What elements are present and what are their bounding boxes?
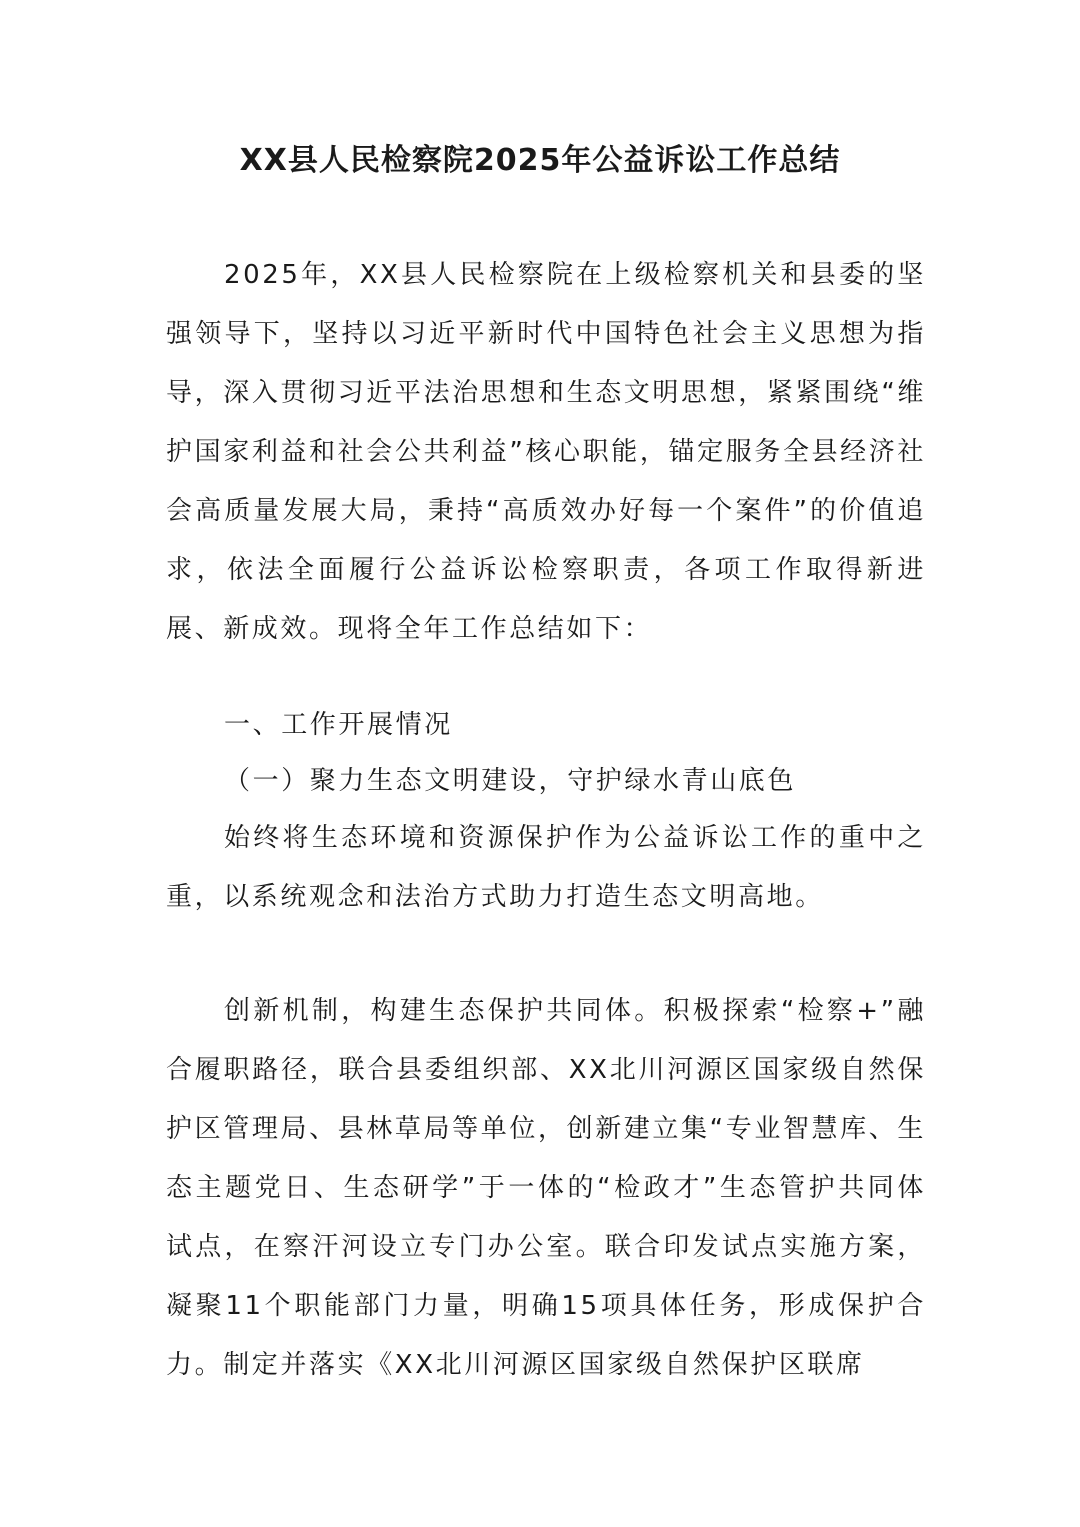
document-title: XX县人民检察院2025年公益诉讼工作总结 — [239, 143, 841, 178]
section-heading: 一、工作开展情况 — [224, 710, 453, 740]
subsection-heading: （一）聚力生态文明建设，守护绿水青山底色 — [224, 766, 797, 796]
intro-paragraph: 2025年，XX县人民检察院在上级检察机关和县委的坚强领导下，坚持以习近平新时代中国特色社会主义思想为指导，深入贯彻习近平法治思想和生态文明思想，紧紧围绕“维护国家利益和社会公共利益”核心职能，锚定服务全县经济社会高质量发展大局，秉持“高质效办好每一个案件”的价值追求，依法全面履行公益诉讼检察职责，各项工作取得新进展、新成效。现将全年工作总结如下： — [166, 260, 926, 644]
subsection-paragraph: 始终将生态环境和资源保护作为公益诉讼工作的重中之重，以系统观念和法治方式助力打造生态文明高地。 — [166, 823, 926, 912]
innovation-paragraph: 创新机制，构建生态保护共同体。积极探索“检察+”融合履职路径，联合县委组织部、XX北川河源区国家级自然保护区管理局、县林草局等单位，创新建立集“专业智慧库、生态主题党日、生态研学”于一体的“检政才”生态管护共同体试点，在察汗河设立专门办公室。联合印发试点实施方案，凝聚11个职能部门力量，明确15项具体任务，形成保护合力。制定并落实《XX北川河源区国家级自然保护区联席 — [166, 996, 926, 1380]
